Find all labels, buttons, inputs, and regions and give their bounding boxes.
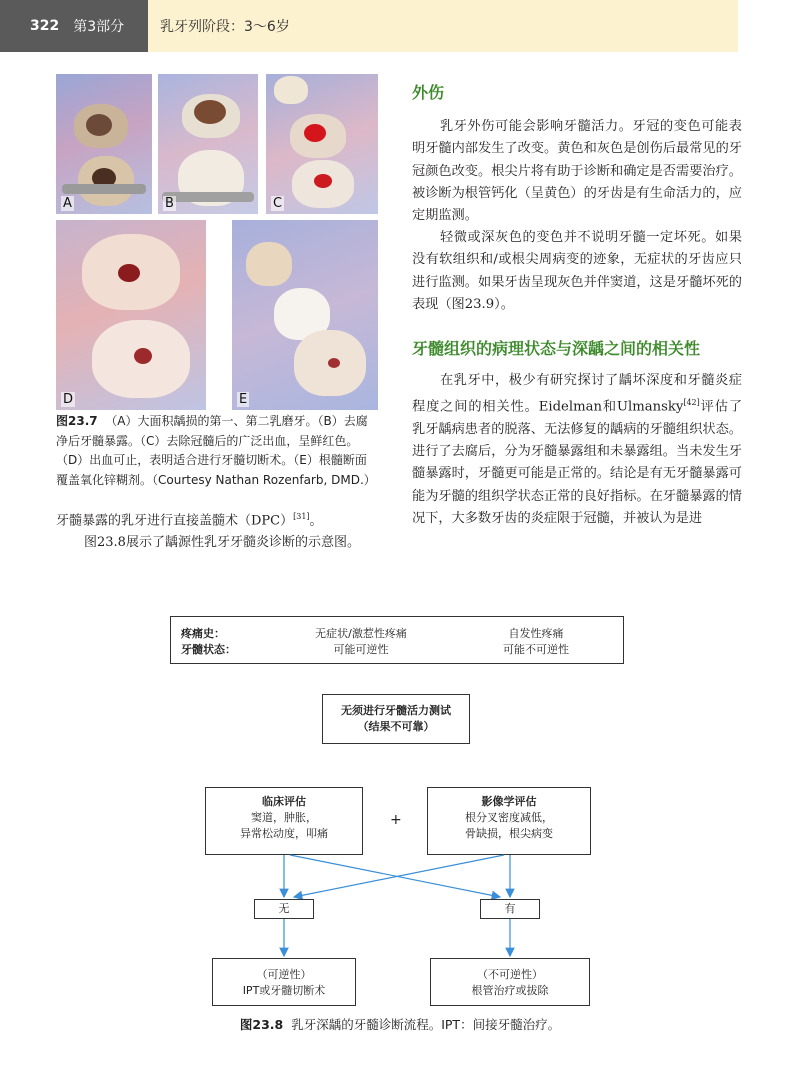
caption-line: （A）大面积龋损的第一、第二乳磨牙。（B）去腐	[105, 414, 368, 428]
irreversible-line: （不可逆性）	[477, 968, 543, 981]
panel-label-e: E	[239, 392, 248, 407]
col1-history: 无症状/激惹性疼痛	[315, 627, 407, 640]
yes-box	[480, 899, 540, 919]
body-text: 图23.8展示了龋源性乳牙牙髓炎诊断的示意图。	[84, 535, 360, 551]
no-box	[254, 899, 314, 919]
page-number: 322	[30, 18, 60, 34]
col2-pulp: 可能不可逆性	[503, 643, 569, 656]
caption-line: 净后牙髓暴露。（C）去除冠髓后的广泛出血，呈鲜红色。	[56, 433, 359, 448]
body-text: 。	[309, 513, 323, 529]
panel-label-d: D	[63, 392, 74, 407]
irreversible-box	[430, 958, 590, 1006]
no-label: 无	[278, 902, 290, 915]
radiographic-line: 骨缺损，根尖病变	[465, 827, 553, 840]
citation: [31]	[293, 512, 310, 521]
section-heading-correlation: 牙髓组织的病理状态与深龋之间的相关性	[412, 339, 701, 359]
clinical-title: 临床评估	[262, 795, 306, 808]
paragraph: 乳牙外伤可能会影响牙髓活力。牙冠的变色可能表明牙髓内部发生了改变。黄色和灰色是创伤后最常见的牙冠颜色改变。根尖片将有助于诊断和确定是否需要治疗。被诊断为根管钙化（呈黄色）的牙齿是有生命活力的，应定期监测。	[412, 119, 742, 224]
paragraph: 轻微或深灰色的变色并不说明牙髓一定坏死。如果没有软组织和/或根尖周病变的迹象，无症状的牙齿应只进行监测。如果牙齿呈现灰色并伴窦道，这是牙髓坏死的表现（图23.9）。	[412, 230, 742, 312]
caption-line: （D）出血可止，表明适合进行牙髓切断术。（E）根髓断面	[56, 453, 367, 467]
chapter-title: 乳牙列阶段：3～6岁	[160, 19, 290, 35]
reversible-line: （可逆性）	[256, 968, 312, 981]
part-label: 第3部分	[73, 19, 125, 35]
section-heading-trauma: 外伤	[412, 83, 445, 102]
reversible-box	[212, 958, 356, 1006]
col1-pulp: 可能可逆性	[333, 643, 389, 656]
figure-caption-text: 乳牙深龋的牙髓诊断流程。IPT：间接牙髓治疗。	[291, 1017, 561, 1032]
citation: [42]	[683, 398, 700, 408]
panel-label-c: C	[273, 196, 283, 211]
radiographic-title: 影像学评估	[481, 795, 537, 808]
reversible-line: IPT或牙髓切断术	[242, 984, 326, 997]
panel-label-a: A	[63, 196, 72, 211]
radiographic-line: 根分叉密度减低，	[465, 811, 553, 824]
paragraph-text: 评估了乳牙龋病患者的脱落、无法修复的龋病的牙髓组织状态。进行了去腐后，分为牙髓暴露组和未暴露组。当未发生牙髓暴露时，牙髓更可能是正常的。结论是有无牙髓暴露可能为牙髓的组织学状态正常的良好指标。在牙髓暴露的情况下，大多数牙齿的炎症限于冠髓，并被认为是进	[412, 399, 743, 526]
clinical-line: 异常松动度，叩痛	[240, 827, 328, 840]
caption-label: 图23.7	[56, 414, 98, 428]
panel-label-b: B	[165, 196, 174, 211]
paragraph-text: 在乳牙中，极少有研究探讨了龋坏深度和牙髓炎症程度之间的相关性。Eidelman和Ulmansky	[412, 373, 742, 415]
figure-label: 图23.8	[239, 1017, 284, 1032]
vitality-line: （结果不可靠）	[357, 720, 435, 733]
clinical-line: 窦道，肿胀，	[251, 811, 317, 824]
pulp-status-label: 牙髓状态：	[181, 643, 236, 656]
history-label: 疼痛史：	[181, 627, 225, 640]
plus-sign: +	[390, 812, 402, 828]
irreversible-line: 根管治疗或拔除	[471, 984, 549, 997]
body-text: 牙髓暴露的乳牙进行直接盖髓术（DPC）	[56, 513, 294, 529]
col2-history: 自发性疼痛	[508, 627, 564, 640]
arrow-radiographic-to-no	[294, 855, 504, 897]
yes-label: 有	[504, 902, 516, 915]
vitality-line: 无须进行牙髓活力测试	[341, 704, 451, 717]
caption-line: 覆盖氧化锌糊剂。（Courtesy Nathan Rozenfarb, DMD.）	[56, 472, 376, 487]
figure-23-8-caption	[0, 1015, 800, 1033]
arrow-clinical-to-yes	[290, 855, 500, 897]
